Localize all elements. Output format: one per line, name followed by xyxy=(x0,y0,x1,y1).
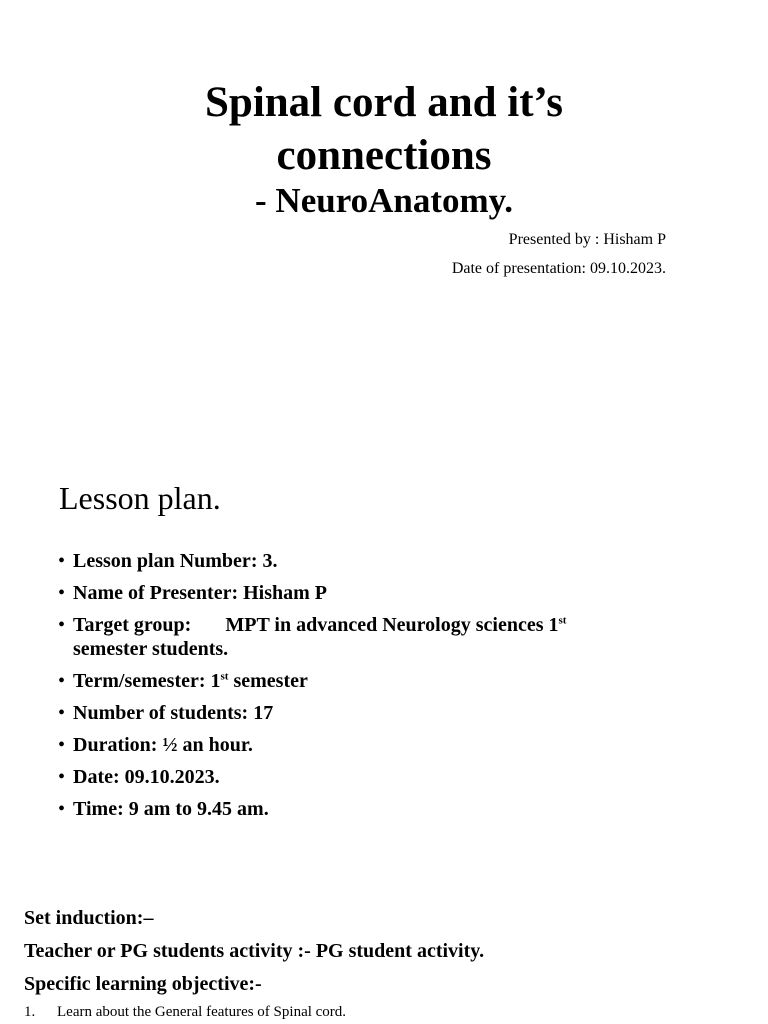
lesson-plan-heading: Lesson plan. xyxy=(59,480,221,516)
bullet-marker: • xyxy=(58,702,66,724)
term-semester-item xyxy=(58,669,678,693)
bullet-marker: • xyxy=(58,734,66,756)
target-group-sup: st xyxy=(558,614,567,627)
presenter-name-item xyxy=(58,581,678,605)
term-suffix: semester xyxy=(228,670,308,692)
number-of-students-item xyxy=(58,701,678,725)
target-group-value: MPT in advanced Neurology sciences 1 xyxy=(225,614,559,636)
objective-item xyxy=(24,1002,346,1022)
objectives-list xyxy=(24,1002,346,1022)
term-prefix: Term/semester: 1 xyxy=(73,670,221,692)
duration-text: Duration: ½ an hour. xyxy=(73,734,253,756)
lesson-plan-number-item xyxy=(58,549,678,573)
time-text: Time: 9 am to 9.45 am. xyxy=(73,798,269,820)
activity-line: Teacher or PG students activity :- PG student activity. xyxy=(24,940,485,962)
objective-heading: Specific learning objective:- xyxy=(24,973,262,995)
objective-text: Learn about the General features of Spinal cord. xyxy=(57,1004,347,1020)
term-sup: st xyxy=(220,670,229,683)
presentation-date-line: Date of presentation: 09.10.2023. xyxy=(451,260,666,277)
date-item xyxy=(58,765,678,789)
bullet-marker: • xyxy=(58,550,66,572)
presenter-name-text: Name of Presenter: Hisham P xyxy=(73,582,328,604)
title-line-1: Spinal cord and it’s xyxy=(204,79,564,126)
bullet-marker: • xyxy=(58,798,66,820)
bullet-marker: • xyxy=(58,582,66,604)
bullet-marker: • xyxy=(58,614,66,636)
title-line-2: connections xyxy=(276,132,492,179)
document-subtitle: - NeuroAnatomy. xyxy=(255,181,513,220)
target-group-item xyxy=(58,613,678,661)
lesson-plan-list xyxy=(58,549,678,829)
target-group-continuation: semester students. xyxy=(73,638,229,660)
number-of-students-text: Number of students: 17 xyxy=(73,702,274,724)
bullet-marker: • xyxy=(58,766,66,788)
duration-item xyxy=(58,733,678,757)
document-title xyxy=(0,76,768,182)
bullet-marker: • xyxy=(58,670,66,692)
date-text: Date: 09.10.2023. xyxy=(73,766,220,788)
target-group-label: Target group: xyxy=(73,614,192,636)
time-item xyxy=(58,797,678,821)
objective-number: 1. xyxy=(24,1004,36,1020)
presenter-line: Presented by : Hisham P xyxy=(508,231,666,248)
lesson-plan-number-text: Lesson plan Number: 3. xyxy=(73,550,278,572)
set-induction-heading: Set induction:– xyxy=(24,907,154,929)
